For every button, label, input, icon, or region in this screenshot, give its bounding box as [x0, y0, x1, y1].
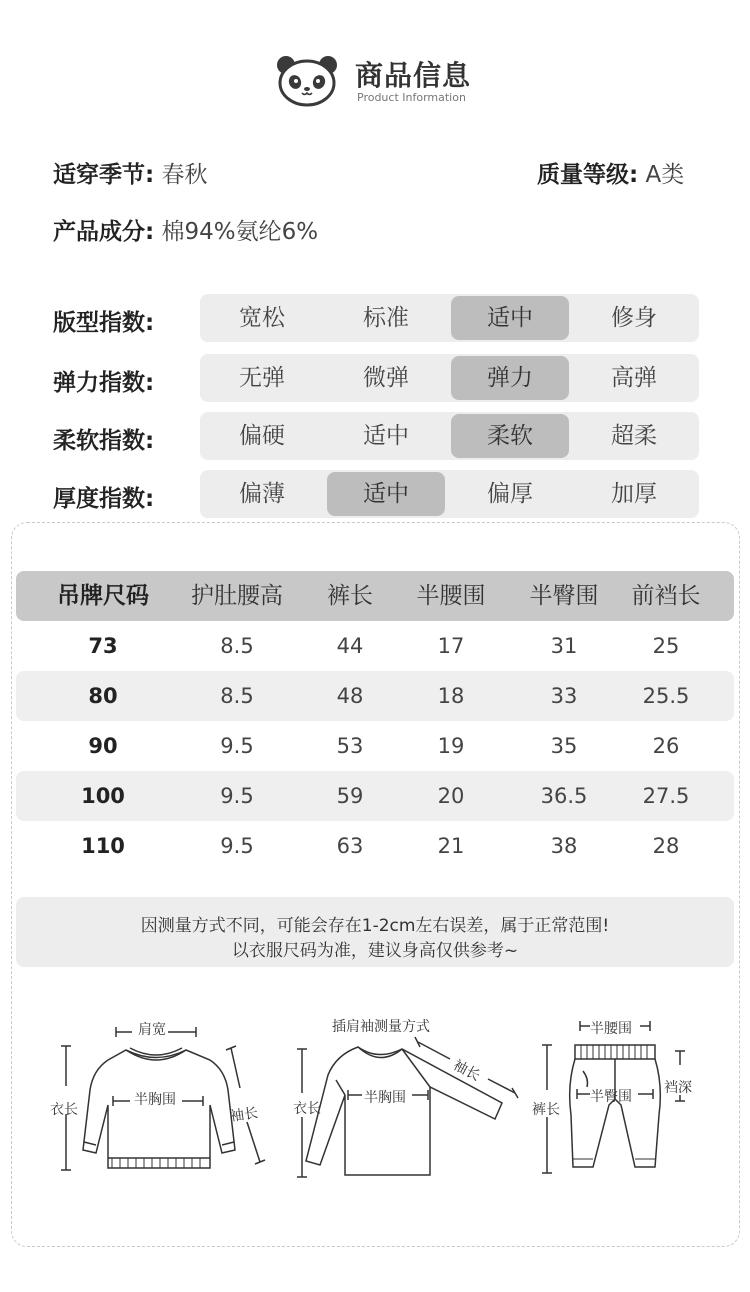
sweater-shoulder-label: 肩宽 — [138, 1022, 166, 1038]
pants-hip-label: 半臀围 — [590, 1089, 632, 1105]
raglan-sleeve-label: 袖长 — [450, 1057, 483, 1085]
table-cell: 100 — [81, 784, 125, 808]
index-scale — [200, 294, 699, 342]
sweater-chest-label: 半胸围 — [134, 1092, 176, 1108]
index-option: 超柔 — [611, 423, 657, 449]
index-scale — [200, 412, 699, 460]
measurement-note — [16, 897, 734, 967]
table-cell: 20 — [437, 784, 465, 808]
sweater-length-label: 衣长 — [50, 1102, 78, 1118]
index-option: 偏厚 — [487, 481, 533, 507]
index-label: 厚度指数: — [53, 486, 155, 512]
season-value: 春秋 — [161, 162, 208, 188]
raglan-diagram — [290, 1035, 530, 1180]
season-label: 适穿季节: — [53, 162, 155, 188]
grade-value: A类 — [645, 162, 685, 188]
index-option: 微弹 — [363, 365, 409, 391]
index-option: 修身 — [611, 305, 657, 331]
table-cell: 90 — [88, 734, 118, 758]
table-cell: 44 — [336, 634, 364, 658]
note-line-2: 以衣服尺码为准，建议身高仅供参考~ — [231, 941, 519, 961]
season-info — [53, 156, 208, 189]
pants-rise-label: 裆深 — [664, 1080, 692, 1096]
table-cell: 28 — [652, 834, 680, 858]
table-cell: 21 — [437, 834, 465, 858]
sweater-sleeve-label: 袖长 — [229, 1105, 260, 1125]
index-option-selected: 弹力 — [451, 356, 569, 400]
table-header-cell: 护肚腰高 — [191, 583, 283, 609]
table-cell: 8.5 — [220, 684, 254, 708]
index-option: 偏硬 — [239, 423, 285, 449]
table-cell: 25 — [652, 634, 680, 658]
table-cell: 8.5 — [220, 634, 254, 658]
table-cell: 25.5 — [642, 684, 690, 708]
index-option: 无弹 — [239, 365, 285, 391]
section-header — [0, 52, 750, 108]
table-cell: 33 — [550, 684, 578, 708]
table-cell: 73 — [88, 634, 118, 658]
material-info — [53, 213, 318, 246]
index-option-selected: 柔软 — [451, 414, 569, 458]
index-label: 弹力指数: — [53, 370, 155, 396]
table-cell: 38 — [550, 834, 578, 858]
table-cell: 9.5 — [220, 834, 254, 858]
table-cell: 36.5 — [540, 784, 588, 808]
panda-icon — [275, 54, 339, 108]
table-cell: 59 — [336, 784, 364, 808]
index-option: 高弹 — [611, 365, 657, 391]
table-cell: 17 — [437, 634, 465, 658]
section-title: 商品信息 — [355, 59, 472, 92]
table-cell: 110 — [81, 834, 125, 858]
table-cell: 31 — [550, 634, 578, 658]
section-subtitle: Product Information — [357, 91, 466, 104]
table-header-cell: 裤长 — [327, 583, 373, 609]
index-option: 适中 — [363, 423, 409, 449]
raglan-chest-label: 半胸围 — [364, 1090, 406, 1106]
table-header-cell: 前裆长 — [631, 583, 701, 609]
table-header-cell: 半臀围 — [529, 583, 599, 609]
index-option-selected: 适中 — [451, 296, 569, 340]
table-header — [16, 571, 734, 621]
table-cell: 35 — [550, 734, 578, 758]
table-cell: 9.5 — [220, 784, 254, 808]
table-cell: 9.5 — [220, 734, 254, 758]
table-row — [16, 821, 734, 871]
table-cell: 19 — [437, 734, 465, 758]
table-row — [16, 621, 734, 671]
material-label: 产品成分: — [53, 219, 155, 245]
table-cell: 18 — [437, 684, 465, 708]
index-scale — [200, 470, 699, 518]
grade-label: 质量等级: — [537, 162, 639, 188]
note-line-1: 因测量方式不同，可能会存在1-2cm左右误差，属于正常范围! — [140, 916, 610, 936]
index-label: 版型指数: — [53, 310, 155, 336]
index-option: 宽松 — [239, 305, 285, 331]
index-option: 标准 — [363, 305, 409, 331]
pants-length-label: 裤长 — [532, 1102, 560, 1118]
table-row — [16, 671, 734, 721]
table-cell: 80 — [88, 684, 118, 708]
table-header-cell: 半腰围 — [416, 583, 486, 609]
index-option: 加厚 — [611, 481, 657, 507]
table-cell: 27.5 — [642, 784, 690, 808]
table-header-cell: 吊牌尺码 — [57, 583, 149, 609]
table-cell: 26 — [652, 734, 680, 758]
index-option: 偏薄 — [239, 481, 285, 507]
material-value: 棉94%氨纶6% — [161, 219, 319, 245]
table-row — [16, 771, 734, 821]
grade-info — [537, 156, 684, 189]
table-cell: 53 — [336, 734, 364, 758]
pants-waist-label: 半腰围 — [590, 1021, 632, 1037]
raglan-length-label: 衣长 — [293, 1101, 321, 1117]
index-scale — [200, 354, 699, 402]
table-cell: 63 — [336, 834, 364, 858]
raglan-title: 插肩袖测量方式 — [332, 1019, 430, 1035]
table-cell: 48 — [336, 684, 364, 708]
index-label: 柔软指数: — [53, 428, 155, 454]
index-option-selected: 适中 — [327, 472, 445, 516]
table-row — [16, 721, 734, 771]
